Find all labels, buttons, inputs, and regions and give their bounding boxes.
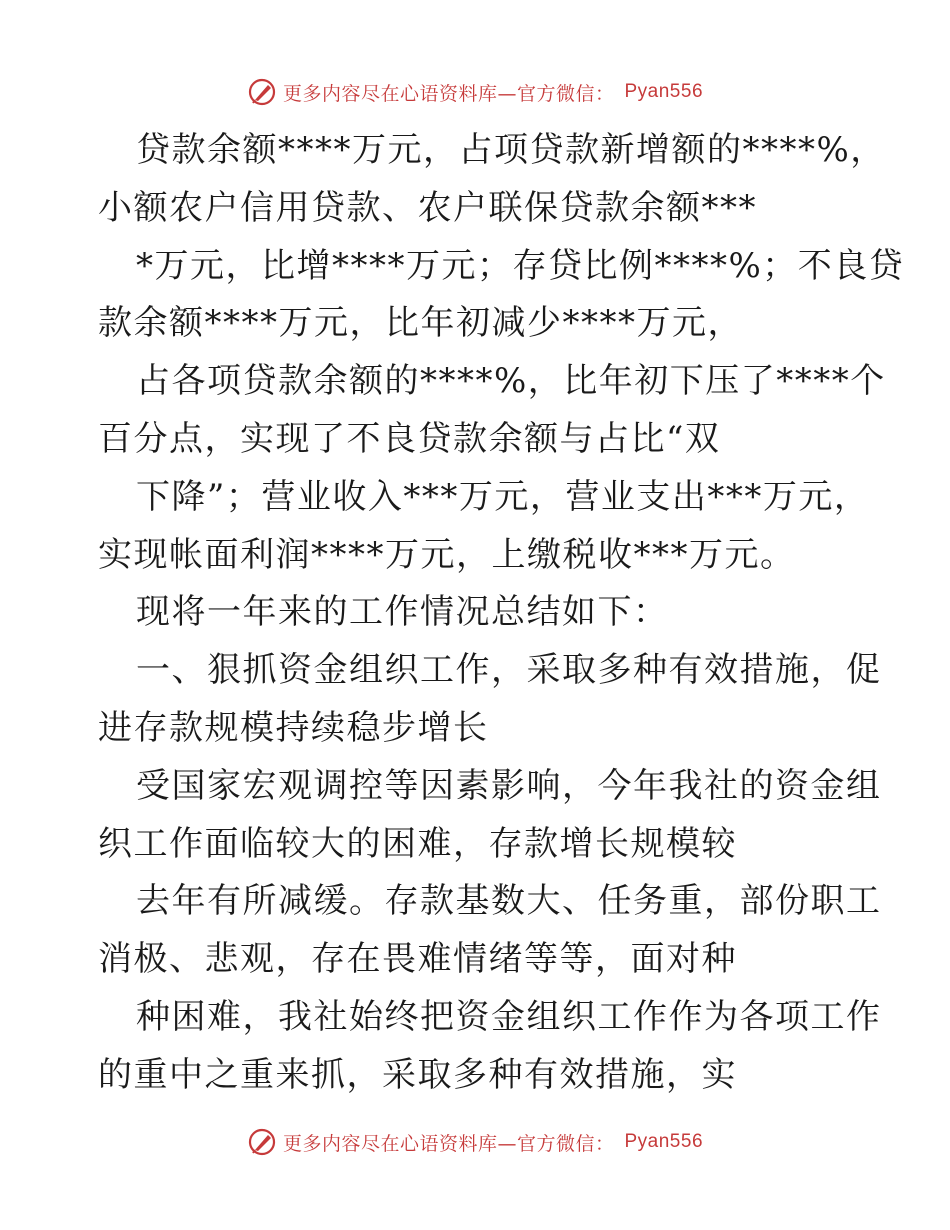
text-line: 实现帐面利润****万元，上缴税收***万元。 — [98, 534, 796, 575]
document-body — [98, 122, 905, 1105]
text-line: 织工作面临较大的困难，存款增长规模较 — [98, 823, 737, 864]
text-line: 受国家宏观调控等因素影响，今年我社的资金组 — [136, 765, 882, 806]
section-heading-line: 进存款规模持续稳步增长 — [98, 707, 489, 748]
section-heading-line: 一、狠抓资金组织工作，采取多种有效措施，促 — [136, 650, 882, 691]
footer-watermark — [0, 1122, 950, 1162]
text-line: 种困难，我社始终把资金组织工作作为各项工作 — [136, 996, 882, 1037]
text-line: 占各项贷款余额的****%，比年初下压了****个 — [136, 361, 886, 402]
watermark-wechat-id: Pyan556 — [624, 1131, 704, 1152]
text-line: *万元，比增****万元；存贷比例****%；不良贷 — [136, 245, 905, 286]
text-line: 小额农户信用贷款、农户联保贷款余额*** — [98, 187, 757, 228]
text-line: 贷款余额****万元，占项贷款新增额的****%， — [136, 130, 886, 170]
text-line: 下降”；营业收入***万元，营业支出***万元， — [136, 476, 870, 517]
text-line: 的重中之重来抓，采取多种有效措施，实 — [98, 1054, 737, 1095]
text-line: 百分点，实现了不良贷款余额与占比“双 — [98, 418, 721, 459]
text-line: 去年有所减缓。存款基数大、任务重，部份职工 — [136, 881, 882, 922]
quill-pen-logo-icon — [247, 1127, 277, 1157]
watermark-text: 更多内容尽在心语资料库—官方微信： — [282, 1132, 615, 1155]
quill-pen-logo-icon — [247, 77, 277, 107]
header-watermark — [0, 72, 950, 112]
text-line: 款余额****万元，比年初减少****万元， — [98, 303, 743, 344]
watermark-wechat-id: Pyan556 — [624, 81, 704, 102]
watermark-text: 更多内容尽在心语资料库—官方微信： — [282, 82, 615, 105]
text-line: 消极、悲观，存在畏难情绪等等，面对种 — [98, 939, 737, 980]
text-line: 现将一年来的工作情况总结如下： — [136, 592, 669, 633]
